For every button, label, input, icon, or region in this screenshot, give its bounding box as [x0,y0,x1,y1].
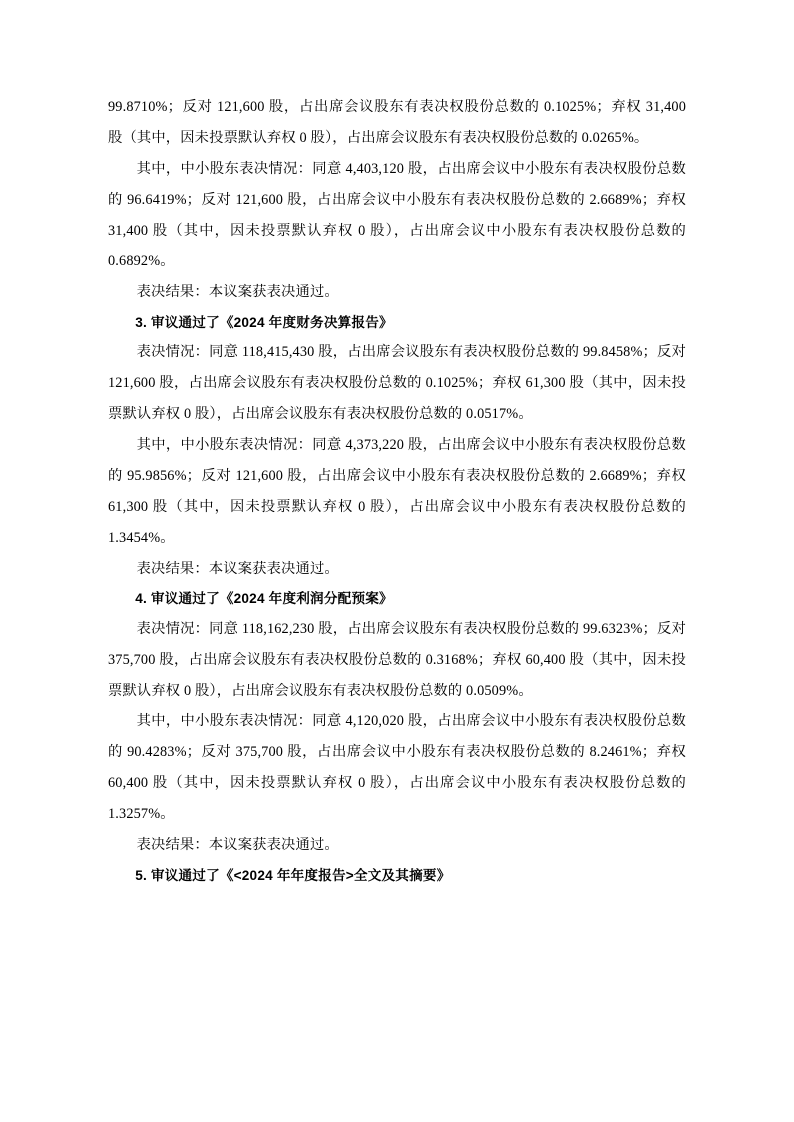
heading-item-5: 5. 审议通过了《<2024 年年度报告>全文及其摘要》 [135,867,451,883]
document-body [108,92,686,890]
paragraph-vote-result-item-3: 表决结果：本议案获表决通过。 [136,560,339,577]
paragraph-vote-result-item-4: 表决结果：本议案获表决通过。 [136,836,339,853]
paragraph-minority-shareholders-vote: 其中，中小股东表决情况：同意 4,403,120 股，占出席会议中小股东有表决权股份总数的 96.6419%；反对 121,600 股，占出席会议中小股东有表决权股份总数的 2.6689%；弃权 31,400 股（其中，因未投票默认弃权 0 股），占出席会议中小股东有表决权股份总数的 0.6892%。 [108,160,686,270]
paragraph-minority-shareholders-vote-item-3: 其中，中小股东表决情况：同意 4,373,220 股，占出席会议中小股东有表决权股份总数的 95.9856%；反对 121,600 股，占出席会议中小股东有表决权股份总数的 2.6689%；弃权 61,300 股（其中，因未投票默认弃权 0 股），占出席会议中小股东有表决权股份总数的 1.3454%。 [108,437,686,546]
paragraph-vote-detail-continued: 99.8710%；反对 121,600 股，占出席会议股东有表决权股份总数的 0.1025%；弃权 31,400 股（其中，因未投票默认弃权 0 股），占出席会议股东有表决权股份总数的 0.0265%。 [108,99,686,146]
paragraph-vote-detail-item-4: 表决情况：同意 118,162,230 股，占出席会议股东有表决权股份总数的 99.6323%；反对 375,700 股，占出席会议股东有表决权股份总数的 0.3168%；弃权 60,400 股（其中，因未投票默认弃权 0 股），占出席会议股东有表决权股份总数的 0.0509%。 [108,620,686,699]
paragraph-minority-shareholders-vote-item-4: 其中，中小股东表决情况：同意 4,120,020 股，占出席会议中小股东有表决权股份总数的 90.4283%；反对 375,700 股，占出席会议中小股东有表决权股份总数的 8.2461%；弃权 60,400 股（其中，因未投票默认弃权 0 股），占出席会议中小股东有表决权股份总数的 1.3257%。 [108,713,686,823]
heading-item-3: 3. 审议通过了《2024 年度财务决算报告》 [135,315,393,331]
paragraph-vote-detail-item-3: 表决情况：同意 118,415,430 股，占出席会议股东有表决权股份总数的 99.8458%；反对 121,600 股，占出席会议股东有表决权股份总数的 0.1025%；弃权 61,300 股（其中，因未投票默认弃权 0 股），占出席会议股东有表决权股份总数的 0.0517%。 [108,344,686,423]
heading-item-4: 4. 审议通过了《2024 年度利润分配预案》 [135,591,393,607]
paragraph-vote-result: 表决结果：本议案获表决通过。 [136,284,339,301]
